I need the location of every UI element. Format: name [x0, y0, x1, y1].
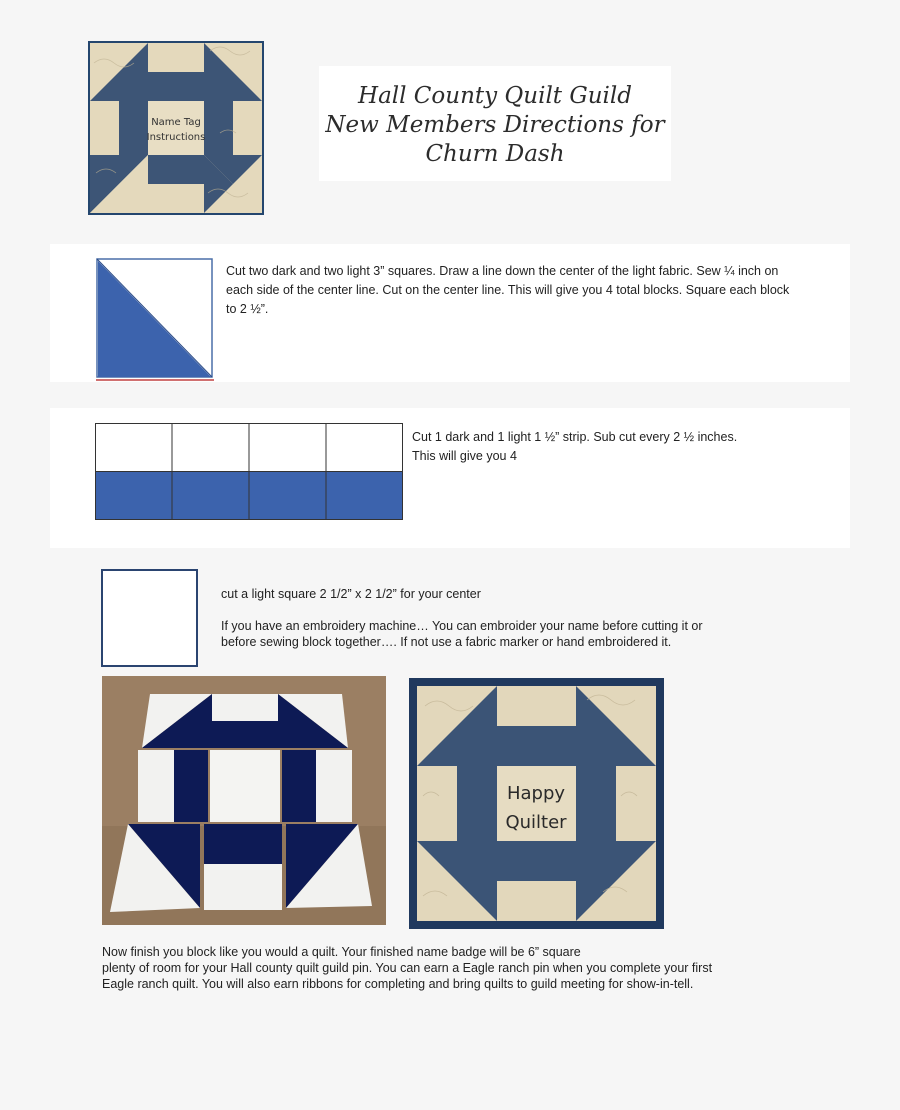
finished-name-badge-photo — [409, 678, 664, 929]
block-pieces-photo — [102, 676, 386, 925]
strip-instructions-line-2: This will give you 4 — [412, 449, 517, 463]
tag-line-1: Name Tag — [151, 117, 201, 128]
title-box — [319, 66, 671, 181]
half-square-instructions: Cut two dark and two light 3” squares. Draw a line down the center of the light fabric. Sew ¼ inch on each side of the center line. Cut on the center line. This will give you 4 total blocks. Square each block to 2 ½”. — [226, 264, 790, 316]
embroidery-instructions — [221, 618, 781, 650]
half-square-triangle-diagram — [96, 258, 214, 382]
name-tag-block-image — [88, 41, 264, 215]
badge-text-line-2: Quilter — [505, 812, 567, 833]
strip-instructions-line-1: Cut 1 dark and 1 light 1 ½” strip. Sub cut every 2 ½ inches. — [412, 430, 738, 444]
finished-quilt-svg — [417, 686, 656, 921]
title-line-3: Churn Dash — [425, 141, 565, 167]
final-notes-line-3: Eagle ranch quilt. You will also earn ribbons for completing and bring quilts to guild meeting for show-in-tell. — [102, 977, 694, 991]
title-line-1: Hall County Quilt Guild — [358, 83, 632, 109]
center-square-diagram — [101, 569, 198, 667]
strip-set-diagram — [95, 423, 403, 520]
strip-instructions — [412, 428, 822, 466]
title-line-2: New Members Directions for — [325, 112, 665, 138]
badge-text-line-1: Happy — [506, 783, 566, 804]
half-square-triangle-svg — [96, 258, 214, 382]
embroidery-line-1: If you have an embroidery machine… You can embroider your name before cutting it or — [221, 619, 703, 633]
final-notes-line-2: plenty of room for your Hall county quilt guild pin. You can earn a Eagle ranch pin when you complete your first — [102, 961, 713, 975]
embroidery-line-2: before sewing block together…. If not use a fabric marker or hand embroidered it. — [221, 635, 672, 649]
strip-set-svg — [95, 423, 403, 520]
final-notes — [102, 944, 822, 992]
block-pieces-svg — [102, 676, 386, 925]
center-instructions: cut a light square 2 1/2” x 2 1/2” for your center — [221, 587, 481, 601]
churn-dash-block-svg — [90, 43, 262, 213]
final-notes-line-1: Now finish you block like you would a quilt. Your finished name badge will be 6” square — [102, 945, 581, 959]
tag-line-2: Instructions — [146, 132, 206, 143]
